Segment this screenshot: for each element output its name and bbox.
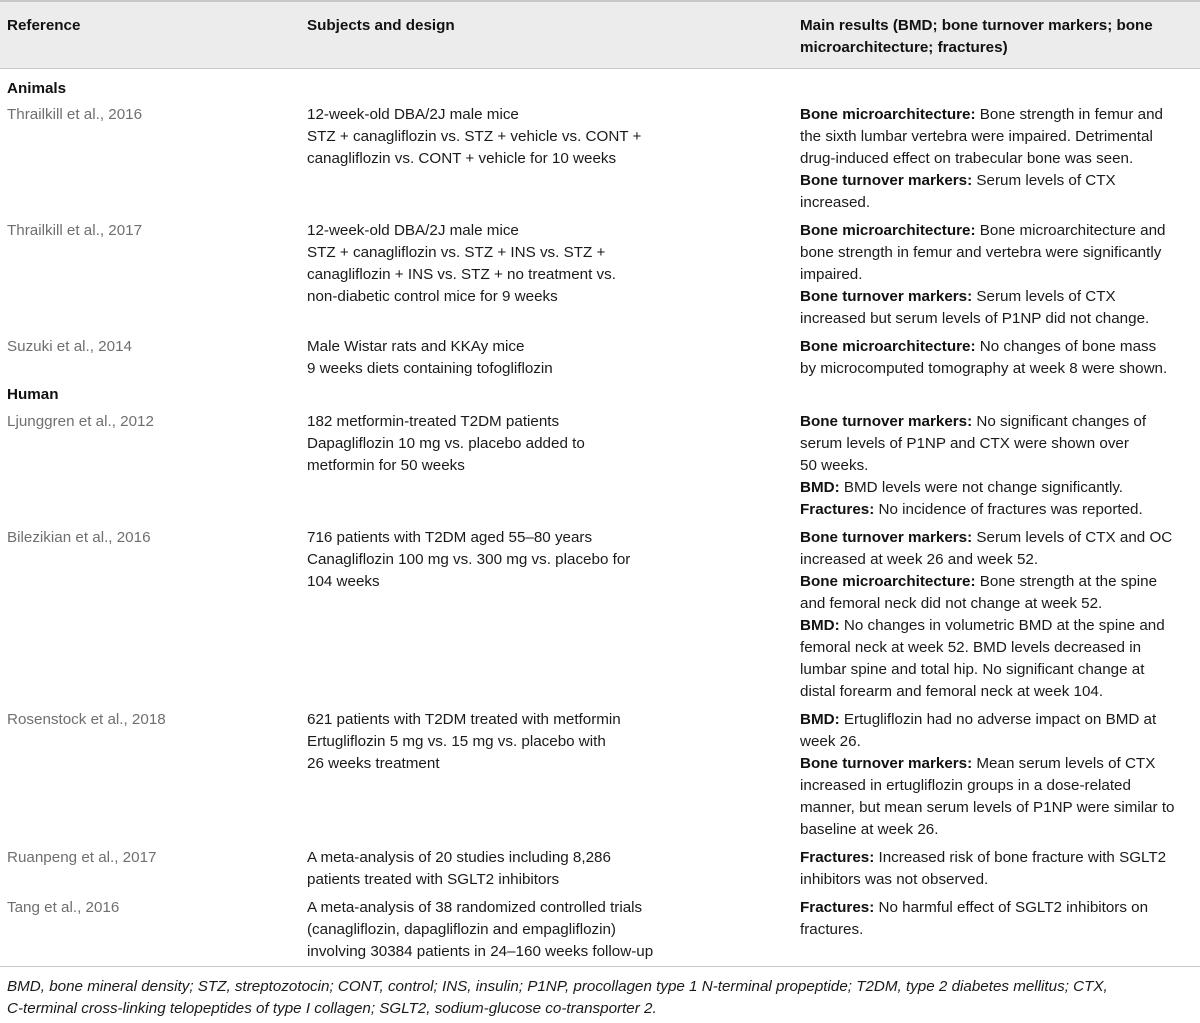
result-line xyxy=(800,775,1196,797)
result-text: week 26. xyxy=(800,733,861,750)
design-line: involving 30384 patients in 24–160 weeks follow-up xyxy=(307,943,654,960)
result-line xyxy=(800,681,1196,703)
table-row-reference: Ljunggren et al., 2012 xyxy=(7,413,154,430)
result-label: BMD: xyxy=(800,479,840,496)
result-text: Bone microarchitecture and xyxy=(975,222,1166,239)
design-line: 12-week-old DBA/2J male mice xyxy=(307,106,519,123)
footnote-line-1: BMD, bone mineral density; STZ, streptozotocin; CONT, control; INS, insulin; P1NP, procollagen type 1 N-terminal propeptide; T2DM, type 2 diabetes mellitus; CTX, xyxy=(7,978,1108,995)
result-line xyxy=(800,659,1196,681)
table-row-design xyxy=(307,897,777,963)
header-main-results-line-2: microarchitecture; fractures) xyxy=(800,39,1008,56)
design-line: STZ + canagliflozin vs. STZ + INS vs. STZ + xyxy=(307,244,606,261)
result-label: Fractures: xyxy=(800,849,875,866)
result-text: baseline at week 26. xyxy=(800,821,939,838)
result-text: increased at week 26 and week 52. xyxy=(800,551,1039,568)
design-line: 12-week-old DBA/2J male mice xyxy=(307,222,519,239)
result-line xyxy=(800,242,1196,264)
result-text: Bone strength in femur and xyxy=(975,106,1163,123)
design-line: 104 weeks xyxy=(307,573,380,590)
result-line xyxy=(800,126,1196,148)
result-text: No harmful effect of SGLT2 inhibitors on xyxy=(874,899,1149,916)
design-line: Male Wistar rats and KKAy mice xyxy=(307,338,525,355)
section-animals: Animals xyxy=(7,80,67,97)
result-text: impaired. xyxy=(800,266,863,283)
table-row-design xyxy=(307,220,777,308)
result-text: increased. xyxy=(800,194,871,211)
result-entry xyxy=(800,571,1196,615)
result-text: fractures. xyxy=(800,921,864,938)
table-row-results xyxy=(800,847,1196,891)
design-line: A meta-analysis of 38 randomized controlled trials xyxy=(307,899,643,916)
result-label: Fractures: xyxy=(800,899,875,916)
result-line xyxy=(800,455,1196,477)
table-row-design xyxy=(307,336,777,380)
result-line xyxy=(800,192,1196,214)
header-main-results-line-1: Main results (BMD; bone turnover markers; bone xyxy=(800,17,1153,34)
result-line xyxy=(800,358,1196,380)
table-row-design xyxy=(307,709,777,775)
result-text: serum levels of P1NP and CTX were shown over xyxy=(800,435,1129,452)
result-label: Bone turnover markers: xyxy=(800,529,973,546)
result-text: No incidence of fractures was reported. xyxy=(874,501,1143,518)
section-human: Human xyxy=(7,386,59,403)
table-bottom-rule xyxy=(0,966,1200,967)
result-line xyxy=(800,433,1196,455)
design-line: 182 metformin-treated T2DM patients xyxy=(307,413,560,430)
result-line xyxy=(800,411,1196,433)
result-label: BMD: xyxy=(800,617,840,634)
result-label: Bone microarchitecture: xyxy=(800,573,976,590)
result-entry xyxy=(800,709,1196,753)
footnote-line-2: C-terminal cross-linking telopeptides of type I collagen; SGLT2, sodium-glucose co-transporter 2. xyxy=(7,1000,657,1017)
result-text: and femoral neck did not change at week 52. xyxy=(800,595,1103,612)
result-label: Bone turnover markers: xyxy=(800,288,973,305)
table-header-rule xyxy=(0,68,1200,69)
result-label: Fractures: xyxy=(800,501,875,518)
result-label: Bone turnover markers: xyxy=(800,172,973,189)
result-text: Serum levels of CTX xyxy=(972,172,1116,189)
result-text: No changes in volumetric BMD at the spine and xyxy=(839,617,1165,634)
result-label: Bone microarchitecture: xyxy=(800,222,976,239)
result-text: the sixth lumbar vertebra were impaired. Detrimental xyxy=(800,128,1153,145)
result-line xyxy=(800,148,1196,170)
result-label: Bone turnover markers: xyxy=(800,755,973,772)
result-line xyxy=(800,308,1196,330)
result-entry xyxy=(800,847,1196,891)
result-line xyxy=(800,753,1196,775)
table-row-design xyxy=(307,847,777,891)
result-text: Mean serum levels of CTX xyxy=(972,755,1156,772)
result-text: increased in ertugliflozin groups in a dose-related xyxy=(800,777,1131,794)
result-entry xyxy=(800,170,1196,214)
result-entry xyxy=(800,220,1196,286)
result-text: Serum levels of CTX and OC xyxy=(972,529,1173,546)
result-line xyxy=(800,593,1196,615)
result-entry xyxy=(800,527,1196,571)
result-line xyxy=(800,220,1196,242)
result-entry xyxy=(800,753,1196,841)
table-row-results xyxy=(800,897,1196,941)
result-text: distal forearm and femoral neck at week 104. xyxy=(800,683,1104,700)
result-line xyxy=(800,286,1196,308)
result-text: by microcomputed tomography at week 8 were shown. xyxy=(800,360,1168,377)
design-line: metformin for 50 weeks xyxy=(307,457,465,474)
result-line xyxy=(800,527,1196,549)
result-text: No significant changes of xyxy=(972,413,1147,430)
result-text: Serum levels of CTX xyxy=(972,288,1116,305)
table-row-results xyxy=(800,104,1196,214)
table-row-results xyxy=(800,527,1196,703)
table-row-reference: Suzuki et al., 2014 xyxy=(7,338,132,355)
result-line xyxy=(800,170,1196,192)
result-entry xyxy=(800,499,1196,521)
result-line xyxy=(800,549,1196,571)
header-reference: Reference xyxy=(7,17,81,34)
design-line: 621 patients with T2DM treated with metformin xyxy=(307,711,621,728)
result-text: increased but serum levels of P1NP did not change. xyxy=(800,310,1150,327)
design-line: non-diabetic control mice for 9 weeks xyxy=(307,288,558,305)
design-line: STZ + canagliflozin vs. STZ + vehicle vs. CONT + xyxy=(307,128,642,145)
table-row-reference: Rosenstock et al., 2018 xyxy=(7,711,166,728)
design-line: 9 weeks diets containing tofogliflozin xyxy=(307,360,553,377)
result-label: BMD: xyxy=(800,711,840,728)
result-entry xyxy=(800,411,1196,477)
result-line xyxy=(800,731,1196,753)
table-row-design xyxy=(307,527,777,593)
design-line: Canagliflozin 100 mg vs. 300 mg vs. placebo for xyxy=(307,551,631,568)
result-text: 50 weeks. xyxy=(800,457,869,474)
result-line xyxy=(800,615,1196,637)
result-line xyxy=(800,499,1196,521)
result-text: Bone strength at the spine xyxy=(975,573,1158,590)
result-text: bone strength in femur and vertebra were significantly xyxy=(800,244,1162,261)
design-line: Dapagliflozin 10 mg vs. placebo added to xyxy=(307,435,585,452)
result-entry xyxy=(800,897,1196,941)
header-main-results xyxy=(800,15,1153,59)
result-line xyxy=(800,637,1196,659)
table-row-reference: Bilezikian et al., 2016 xyxy=(7,529,151,546)
result-line xyxy=(800,847,1196,869)
table-row-design xyxy=(307,104,777,170)
result-line xyxy=(800,797,1196,819)
result-text: lumbar spine and total hip. No significant change at xyxy=(800,661,1145,678)
result-line xyxy=(800,477,1196,499)
result-label: Bone turnover markers: xyxy=(800,413,973,430)
result-text: inhibitors was not observed. xyxy=(800,871,989,888)
design-line: 716 patients with T2DM aged 55–80 years xyxy=(307,529,593,546)
result-text: drug-induced effect on trabecular bone was seen. xyxy=(800,150,1134,167)
result-label: Bone microarchitecture: xyxy=(800,338,976,355)
result-text: Ertugliflozin had no adverse impact on BMD at xyxy=(839,711,1157,728)
result-line xyxy=(800,897,1196,919)
result-line xyxy=(800,264,1196,286)
result-entry xyxy=(800,286,1196,330)
result-entry xyxy=(800,104,1196,170)
result-line xyxy=(800,709,1196,731)
table-footnote xyxy=(7,976,1197,1020)
design-line: canagliflozin + INS vs. STZ + no treatment vs. xyxy=(307,266,616,283)
result-line xyxy=(800,819,1196,841)
result-line xyxy=(800,869,1196,891)
result-text: No changes of bone mass xyxy=(975,338,1157,355)
design-line: patients treated with SGLT2 inhibitors xyxy=(307,871,560,888)
design-line: (canagliflozin, dapagliflozin and empagliflozin) xyxy=(307,921,616,938)
result-label: Bone microarchitecture: xyxy=(800,106,976,123)
result-text: femoral neck at week 52. BMD levels decreased in xyxy=(800,639,1142,656)
result-line xyxy=(800,919,1196,941)
table-row-design xyxy=(307,411,777,477)
result-text: Increased risk of bone fracture with SGLT2 xyxy=(874,849,1167,866)
table-row-reference: Tang et al., 2016 xyxy=(7,899,120,916)
design-line: canagliflozin vs. CONT + vehicle for 10 weeks xyxy=(307,150,617,167)
table-row-reference: Thrailkill et al., 2016 xyxy=(7,106,143,123)
result-text: manner, but mean serum levels of P1NP were similar to xyxy=(800,799,1175,816)
result-line xyxy=(800,104,1196,126)
table-row-results xyxy=(800,411,1196,521)
design-line: 26 weeks treatment xyxy=(307,755,440,772)
table-row-results xyxy=(800,220,1196,330)
table-row-reference: Thrailkill et al., 2017 xyxy=(7,222,143,239)
result-entry xyxy=(800,336,1196,380)
result-line xyxy=(800,571,1196,593)
result-text: BMD levels were not change significantly. xyxy=(839,479,1124,496)
result-entry xyxy=(800,477,1196,499)
design-line: Ertugliflozin 5 mg vs. 15 mg vs. placebo with xyxy=(307,733,606,750)
table-row-results xyxy=(800,709,1196,841)
result-line xyxy=(800,336,1196,358)
design-line: A meta-analysis of 20 studies including 8,286 xyxy=(307,849,611,866)
table-row-reference: Ruanpeng et al., 2017 xyxy=(7,849,157,866)
table-row-results xyxy=(800,336,1196,380)
header-subjects-design: Subjects and design xyxy=(307,17,455,34)
result-entry xyxy=(800,615,1196,703)
